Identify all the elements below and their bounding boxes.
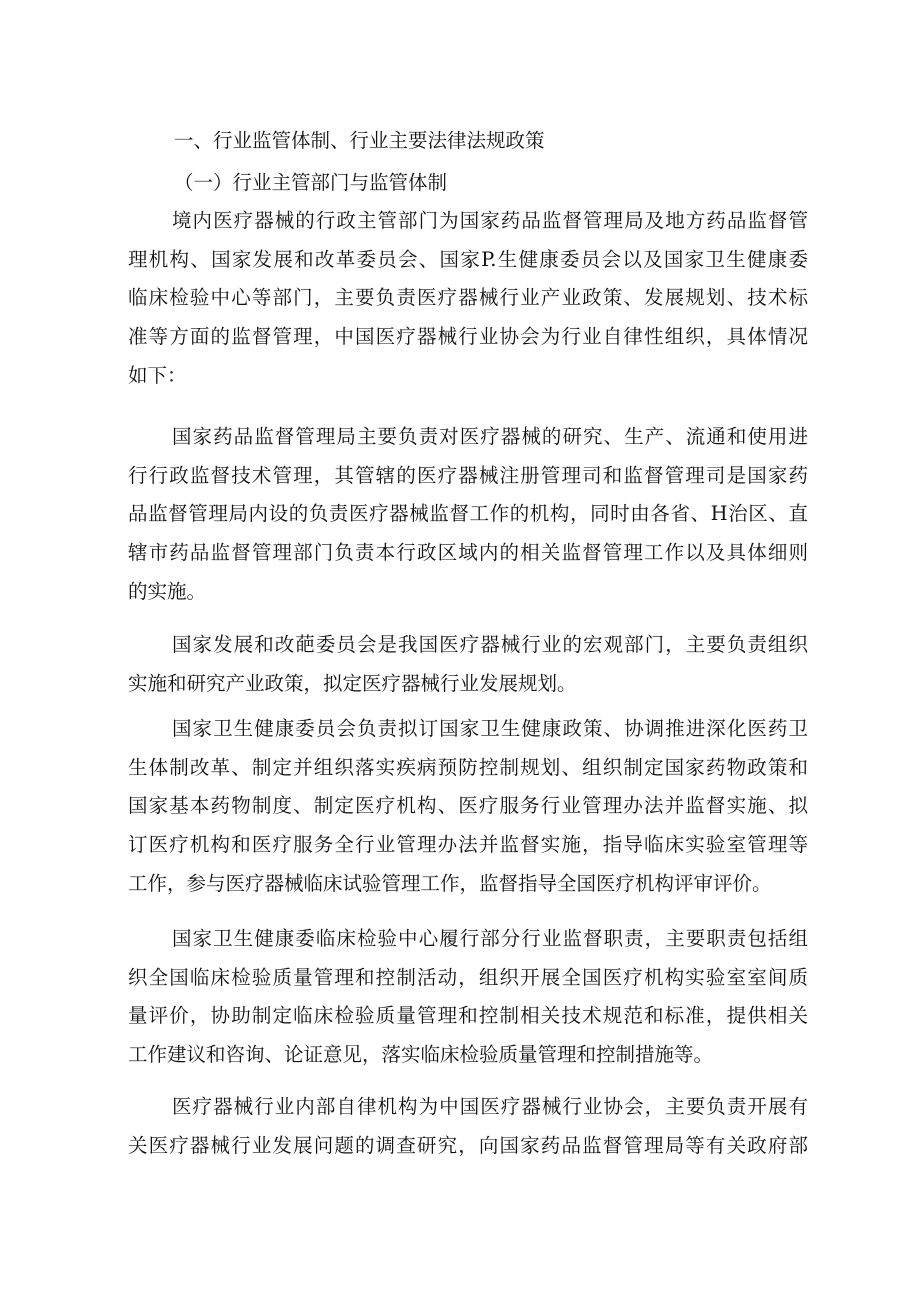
text-line: 织全国临床检验质量管理和控制活动，组织开展全国医疗机构实验室室间质 <box>128 965 808 989</box>
text-line: 行行政监督技术管理，其管辖的医疗器械注册管理司和监督管理司是国家药 <box>128 463 808 487</box>
text-line: 关医疗器械行业发展问题的调查研究，向国家药品监督管理局等有关政府部 <box>128 1133 808 1157</box>
text-line: 境内医疗器械的行政主管部门为国家药品监督管理局及地方药品监督管 <box>172 209 808 232</box>
text-line: 国家基本药物制度、制定医疗机构、医疗服务行业管理办法并监督实施、拟 <box>128 794 808 818</box>
text-line: 国家卫生健康委临床检验中心履行部分行业监督职责，主要职责包括组 <box>172 927 808 950</box>
paragraph-nmpa <box>128 418 808 611</box>
text-line: 国家药品监督管理局主要负责对医疗器械的研究、生产、流通和使用进 <box>172 425 808 448</box>
text-line: 的实施。 <box>128 579 207 603</box>
section-heading: 一、行业监管体制、行业主要法律法规政策 <box>174 129 545 152</box>
text-line: 国家卫生健康委员会负责拟订国家卫生健康政策、协调推进深化医药卫 <box>172 717 808 740</box>
text-line: 量评价，协助制定临床检验质量管理和控制相关技术规范和标准，提供相关 <box>128 1004 808 1028</box>
text-line: 医疗器械行业内部自律机构为中国医疗器械行业协会，主要负责开展有 <box>172 1095 808 1118</box>
text-line: 国家发展和改葩委员会是我国医疗器械行业的宏观部门，主要负责组织 <box>172 633 808 656</box>
subsection-heading: （一）行业主管部门与监管体制 <box>174 171 448 194</box>
text-line: 准等方面的监督管理，中国医疗器械行业协会为行业自律性组织，具体情况 <box>128 325 808 349</box>
paragraph-nccl <box>128 920 808 1075</box>
text-line: 理机构、国家发展和改革委员会、国家P.生健康委员会以及国家卫生健康委 <box>128 247 808 271</box>
text-line: 如下： <box>128 363 187 387</box>
text-line: 品监督管理局内设的负责医疗器械监督工作的机构，同时由各省、H治区、直 <box>128 502 808 526</box>
text-line: 生体制改革、制定并组织落实疾病预防控制规划、组织制定国家药物政策和 <box>128 755 808 779</box>
paragraph-nhc <box>128 710 808 903</box>
paragraph-ndrc <box>128 626 808 703</box>
text-line: 实施和研究产业政策，拟定医疗器械行业发展规划。 <box>128 671 577 695</box>
text-line: 临床检验中心等部门，主要负责医疗器械行业产业政策、发展规划、技术标 <box>128 286 808 310</box>
paragraph-regulatory-authorities <box>128 202 808 395</box>
text-line: 工作建议和咨询、论证意见，落实临床检验质量管理和控制措施等。 <box>128 1043 714 1067</box>
paragraph-camdi <box>128 1088 808 1165</box>
text-line: 订医疗机构和医疗服务全行业管理办法并监督实施，指导临床实验室管理等 <box>128 833 808 857</box>
text-line: 辖市药品监督管理部门负责本行政区域内的相关监督管理工作以及具体细则 <box>128 541 808 565</box>
text-line: 工作，参与医疗器械临床试验管理工作，监督指导全国医疗机构评审评价。 <box>128 871 772 895</box>
